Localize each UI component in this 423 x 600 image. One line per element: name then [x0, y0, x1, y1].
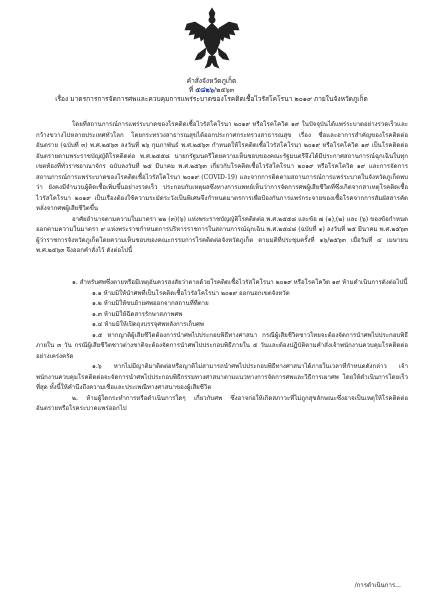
body-block-orders	[36, 278, 408, 415]
paragraph-item-2: ๒. ห้ามผู้ใดกระทำการหรือดำเนินการใดๆ เกี่ยวกับศพ ซึ่งอาจก่อให้เกิดสภาวะที่ไม่ถูกสุขลักษณะซึ่งอาจเป็นเหตุให้โรคติดต่ออันตรายหรือโรคระบาดแพร่ออกไป	[36, 394, 408, 412]
paragraph-item-1: ๑. สำหรับศพซึ่งตายหรือมีเหตุอันควรสงสัยว่าตายด้วยโรคติดเชื้อไวรัสโคโรนา ๒๐๑๙ หรือโรคโควิด ๑๙ ห้ามดำเนินการดังต่อไปนี้	[72, 279, 408, 286]
order-number-stamp: ๕๘๒๖	[195, 86, 214, 94]
order-year: /๒๕๖๓	[213, 86, 235, 94]
order-number-line	[0, 86, 423, 95]
paragraph-preamble: โดยที่สถานการณ์การแพร่ระบาดของโรคติดเชื้อไวรัสโคโรนา ๒๐๑๙ หรือโรคโควิด ๑๙ ในปัจจุบันได้แพร่ระบาดอย่างรวดเร็วและกว้างขวางไปหลายประเทศทั่วโลก โดยกระทรวงสาธารณสุขได้ออกประกาศกระทรวงสาธารณสุข เรื่อง ชื่อและอาการสำคัญของโรคติดต่ออันตราย (ฉบับที่ ๓) พ.ศ.๒๕๖๓ ลงวันที่ ๒๖ กุมภาพันธ์ พ.ศ.๒๕๖๓ กำหนดให้โรคติดเชื้อไวรัสโคโรนา ๒๐๑๙ หรือโรคโควิด ๑๙ เป็นโรคติดต่ออันตรายตามพระราชบัญญัติโรคติดต่อ พ.ศ.๒๕๕๘ นายกรัฐมนตรีโดยความเห็นชอบของคณะรัฐมนตรีจึงได้มีประกาศสถานการณ์ฉุกเฉินในทุกเขตท้องที่ทั่วราชอาณาจักร ฉบับลงวันที่ ๒๕ มีนาคม พ.ศ.๒๕๖๓ เกี่ยวกับโรคติดเชื้อไวรัสโคโรนา ๒๐๑๙ หรือโรคโควิด ๑๙ และการจัดการสถานการณ์การแพร่ระบาดของโรคติดเชื้อไวรัสโคโรนา ๒๐๑๙ (COVID-19) และจากการติดตามสถานการณ์การแพร่ระบาดในจังหวัดภูเก็ตพบว่า ยังคงมีจำนวนผู้ติดเชื้อเพิ่มขึ้นอย่างรวดเร็ว ประกอบกับเหตุผลซึ่งทางการแพทย์เห็นว่าการจัดการศพผู้เสียชีวิตที่ซึ่งเกิดจากสาเหตุโรคติดเชื้อไวรัสโคโรนา ๒๐๑๙ เป็นเรื่องต้องใช้ความระมัดระวังเป็นพิเศษจึงกำหนดมาตรการเพื่อป้องกันการแพร่กระจายของเชื้อโรคจากการสัมผัสสารคัดหลั่งจากศพผู้เสียชีวิตขึ้น	[36, 121, 408, 212]
paragraph-item-1-3: ๑.๓ ห้ามมิให้ฉีดสารรักษาสภาพศพ	[92, 310, 183, 318]
order-number-prefix: ที่	[188, 86, 194, 94]
paragraph-item-1-2: ๑.๒ ห้ามมิให้ขนย้ายศพออกจากสถานที่ที่ตาย	[92, 300, 209, 307]
garuda-emblem-icon	[183, 4, 241, 70]
paragraph-item-1-1: ๑.๑ ห้ามมิให้นำศพที่เป็นโรคติดเชื้อไวรัสโคโรนา ๒๐๑๙ ออกนอกเขตจังหวัด	[92, 289, 290, 297]
paragraph-authority: อาศัยอำนาจตามความในมาตรา ๒๒ (๓)(๖) แห่งพระราชบัญญัติโรคติดต่อ พ.ศ.๒๕๕๘ และข้อ ๗ (๑),(๒) และ (๖) ของข้อกำหนดออกตามความในมาตรา ๙ แห่งพระราชกำหนดการบริหารราชการในสถานการณ์ฉุกเฉิน พ.ศ.๒๕๔๘ (ฉบับที่ ๑) ลงวันที่ ๒๕ มีนาคม พ.ศ.๒๕๖๓ ผู้ว่าราชการจังหวัดภูเก็ตโดยความเห็นชอบของคณะกรรมการโรคติดต่อจังหวัดภูเก็ต ตามมติที่ประชุมครั้งที่ ๑๖/๒๕๖๓ เมื่อวันที่ ๔ เมษายน พ.ศ.๒๕๖๓ จึงออกคำสั่งไว้ ดังต่อไปนี้	[36, 215, 408, 254]
continuation-note: /การดำเนินการ...	[354, 582, 401, 589]
paragraph-item-1-6: ๑.๖ หากไม่มีญาติมาติดต่อหรือญาติไม่สามารถนำศพไปประกอบพิธีทางศาสนาได้ภายในเวลาที่กำหนดดังกล่าว เจ้าพนักงานควบคุมโรคติดต่อจะจัดการนำศพไปประกอบพิธีกรรมทางศาสนาตามแนวทางการจัดการศพและวิธีการเผาศพ โดยให้ดำเนินการโดยเร็วที่สุด ทั้งนี้ให้คำนึงถึงความเชื่อและประเพณีทางศาสนาของผู้เสียชีวิต	[36, 363, 408, 391]
order-heading: คำสั่งจังหวัดภูเก็ต	[186, 77, 237, 85]
paragraph-item-1-5: ๑.๕ หากญาติผู้เสียชีวิตต้องการนำศพไปประกอบพิธีทางศาสนา กรณีผู้เสียชีวิตชาวไทยจะต้องจัดการนำศพไปประกอบพิธีภายใน ๓ วัน กรณีผู้เสียชีวิตชาวต่างชาติจะต้องจัดการนำศพไปประกอบพิธีภายใน ๕ วันและต้องปฏิบัติตามคำสั่งเจ้าพนักงานควบคุมโรคติดต่ออย่างเคร่งครัด	[36, 331, 408, 360]
order-subject: เรื่อง มาตรการการจัดการศพและควบคุมการแพร่ระบาดของโรคติดเชื้อไวรัสโคโรนา ๒๐๑๙ ภายในจังหวัดภูเก็ต	[55, 95, 368, 103]
body-block-preamble	[36, 120, 408, 257]
paragraph-item-1-4: ๑.๔ ห้ามมิให้เปิดถุงบรรจุศพหลังการเก็บศพ	[92, 321, 204, 328]
